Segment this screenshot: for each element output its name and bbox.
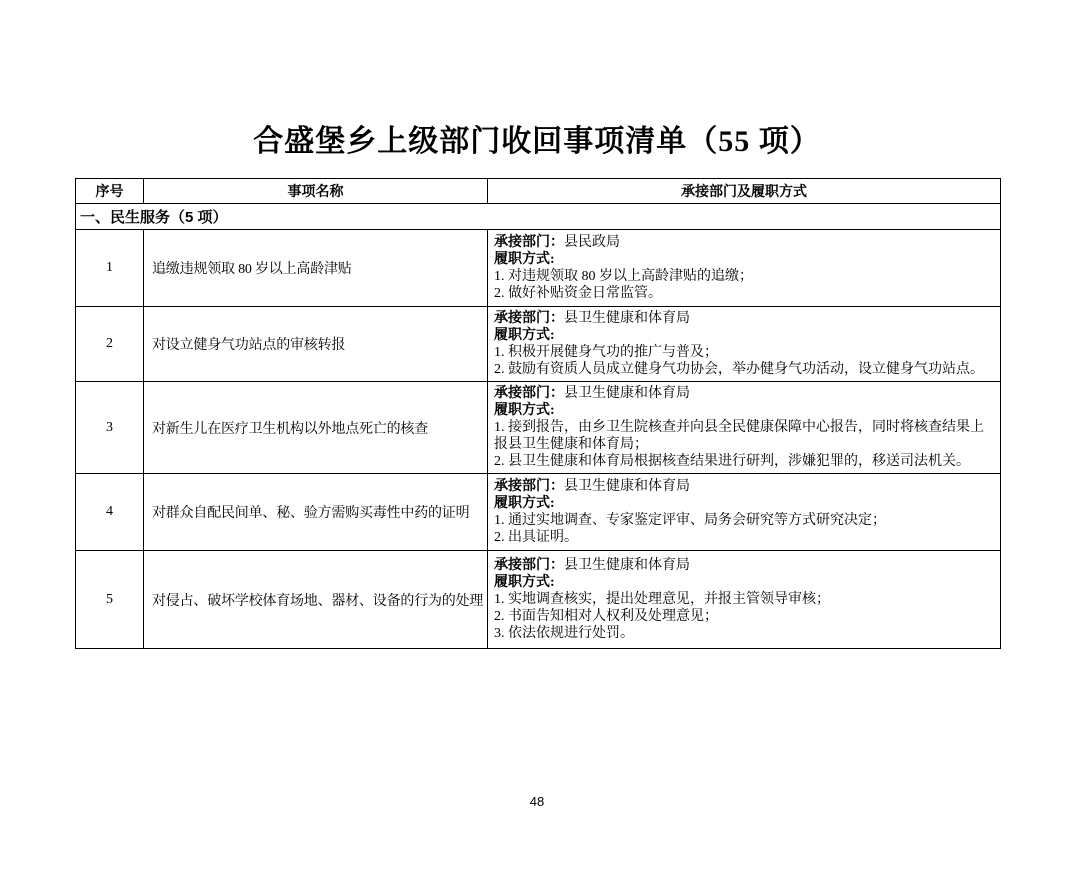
- method-line: 1. 通过实地调查、专家鉴定评审、局务会研究等方式研究决定；: [494, 513, 886, 528]
- table-row: [76, 474, 1001, 551]
- header-cell-no: 序号: [76, 179, 144, 204]
- method-line: 1. 积极开展健身气功的推广与普及；: [494, 345, 718, 360]
- method-label: 履职方式:: [494, 403, 555, 418]
- row-number: 1: [76, 230, 144, 307]
- department-line: [494, 234, 994, 251]
- method-line: 1. 对违规领取 80 岁以上高龄津贴的追缴；: [494, 269, 753, 284]
- department-value: 县卫生健康和体育局: [564, 311, 690, 326]
- method-label: 履职方式:: [494, 496, 555, 511]
- department-label: 承接部门：: [494, 235, 564, 250]
- row-number: 4: [76, 474, 144, 551]
- method-line: 1. 接到报告，由乡卫生院核查并向县全民健康保障中心报告，同时将核查结果上报县卫生健康和体育局；: [494, 420, 984, 452]
- header-cell-detail: 承接部门及履职方式: [488, 179, 1001, 204]
- page-number: 48: [529, 794, 545, 809]
- method-line: 2. 书面告知相对人权利及处理意见；: [494, 609, 718, 624]
- row-number: 3: [76, 382, 144, 474]
- method-label: 履职方式:: [494, 328, 555, 343]
- table-row: [76, 307, 1001, 382]
- item-detail: [488, 551, 1001, 649]
- section-title: 一、民生服务（5 项）: [76, 204, 1001, 230]
- method-label: 履职方式:: [494, 575, 555, 590]
- header-cell-name: 事项名称: [144, 179, 488, 204]
- department-line: [494, 557, 994, 574]
- table-row: [76, 551, 1001, 649]
- department-label: 承接部门：: [494, 479, 564, 494]
- method-line: 2. 县卫生健康和体育局根据核查结果进行研判，涉嫌犯罪的，移送司法机关。: [494, 454, 970, 469]
- method-label: 履职方式:: [494, 252, 555, 267]
- department-line: [494, 478, 994, 495]
- method-line: 2. 做好补贴资金日常监管。: [494, 286, 662, 301]
- department-label: 承接部门：: [494, 386, 564, 401]
- department-value: 县卫生健康和体育局: [564, 386, 690, 401]
- item-name: 对新生儿在医疗卫生机构以外地点死亡的核查: [144, 382, 488, 474]
- page-title: 合盛堡乡上级部门收回事项清单（55 项）: [253, 125, 821, 158]
- method-line: 3. 依法依规进行处罚。: [494, 626, 634, 641]
- item-name: 对群众自配民间单、秘、验方需购买毒性中药的证明: [144, 474, 488, 551]
- section-row: [76, 204, 1001, 230]
- department-line: [494, 385, 994, 402]
- items-table: [75, 178, 1001, 649]
- department-line: [494, 310, 994, 327]
- item-detail: [488, 307, 1001, 382]
- table-row: [76, 382, 1001, 474]
- item-name: 对设立健身气功站点的审核转报: [144, 307, 488, 382]
- item-detail: [488, 382, 1001, 474]
- department-value: 县卫生健康和体育局: [564, 558, 690, 573]
- row-number: 2: [76, 307, 144, 382]
- table-row: [76, 230, 1001, 307]
- method-line: 1. 实地调查核实，提出处理意见，并报主管领导审核；: [494, 592, 830, 607]
- item-name: 追缴违规领取 80 岁以上高龄津贴: [144, 230, 488, 307]
- table-header-row: [76, 179, 1001, 204]
- method-line: 2. 鼓励有资质人员成立健身气功协会，举办健身气功活动，设立健身气功站点。: [494, 362, 984, 377]
- department-value: 县卫生健康和体育局: [564, 479, 690, 494]
- row-number: 5: [76, 551, 144, 649]
- department-label: 承接部门：: [494, 311, 564, 326]
- department-value: 县民政局: [564, 235, 620, 250]
- department-label: 承接部门：: [494, 558, 564, 573]
- item-detail: [488, 474, 1001, 551]
- item-name: 对侵占、破坏学校体育场地、器材、设备的行为的处理: [144, 551, 488, 649]
- method-line: 2. 出具证明。: [494, 530, 578, 545]
- item-detail: [488, 230, 1001, 307]
